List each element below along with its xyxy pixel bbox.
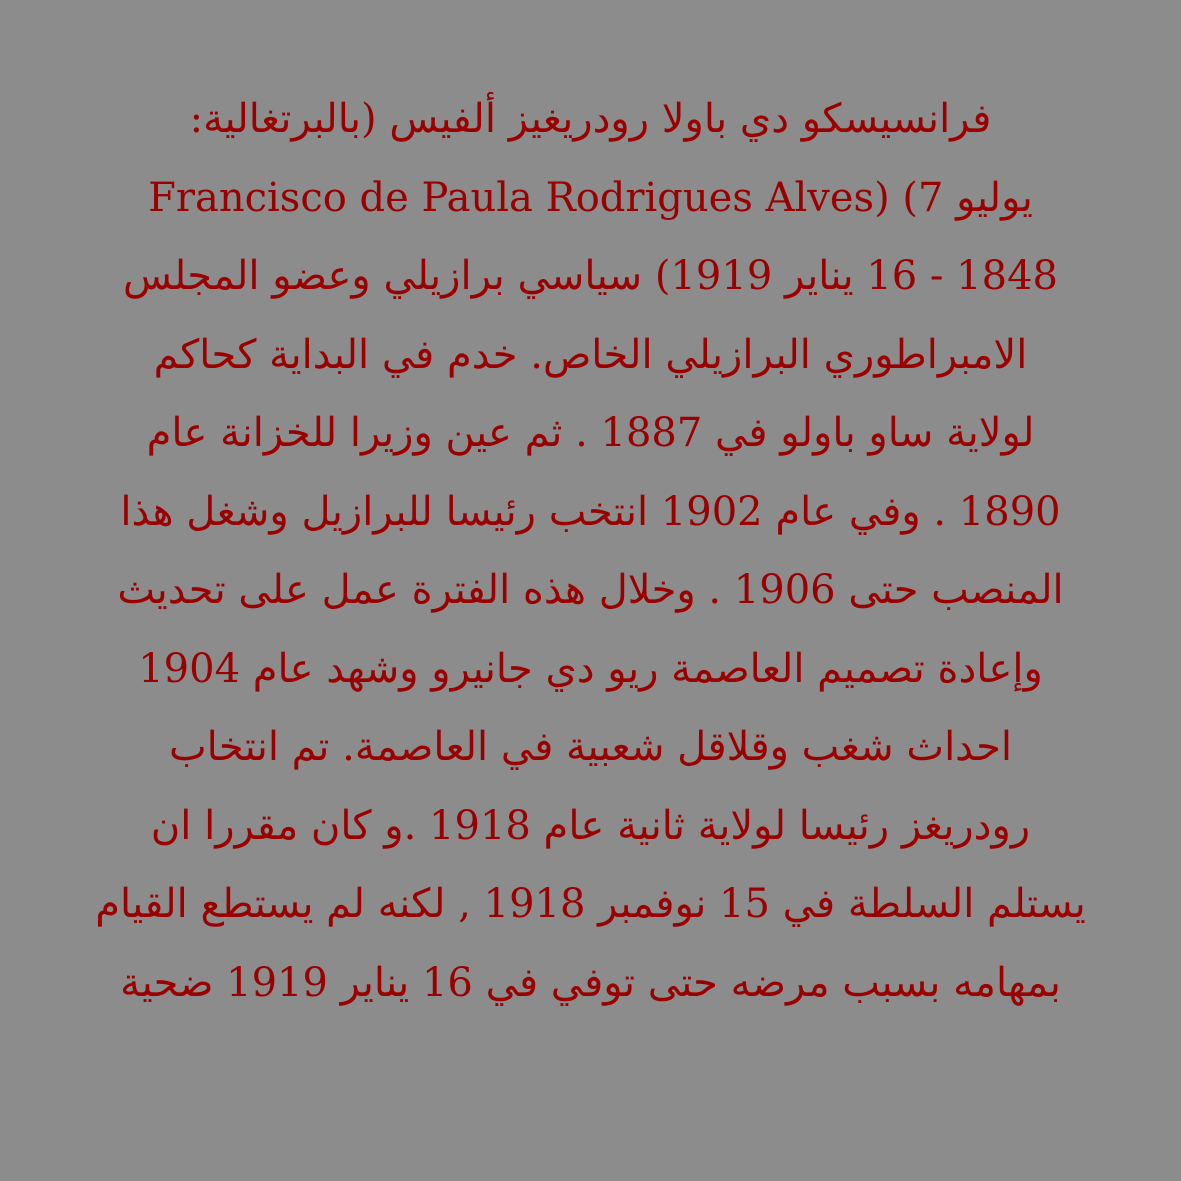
text-line-1: فرانسيسكو دي باولا رودريغيز ألفيس (بالبرتغالية:	[189, 96, 992, 142]
text-line-6: 1890 . وفي عام 1902 انتخب رئيسا للبرازيل وشغل هذا	[120, 488, 1061, 535]
text-line-2: Francisco de Paula Rodrigues Alves) (7 يوليو	[148, 174, 1033, 221]
text-line-12: بمهامه بسبب مرضه حتى توفي في 16 يناير 1919 ضحية	[120, 959, 1061, 1006]
text-line-8: وإعادة تصميم العاصمة ريو دي جانيرو وشهد عام 1904	[138, 645, 1043, 692]
text-line-4: الامبراطوري البرازيلي الخاص. خدم في البداية كحاكم	[153, 331, 1028, 378]
text-line-5: لولاية ساو باولو في 1887 . ثم عين وزيرا للخزانة عام	[146, 410, 1035, 456]
text-line-10: رودريغز رئيسا لولاية ثانية عام 1918 .و كان مقررا ان	[150, 802, 1031, 849]
text-line-11: يستلم السلطة في 15 نوفمبر 1918 , لكنه لم يستطع القيام	[95, 881, 1086, 927]
article-text	[60, 80, 1121, 1022]
text-line-3: 1848 - 16 يناير 1919) سياسي برازيلي وعضو المجلس	[123, 253, 1058, 299]
text-line-9: احداث شغب وقلاقل شعبية في العاصمة. تم انتخاب	[168, 724, 1013, 770]
text-line-7: المنصب حتى 1906 . وخلال هذه الفترة عمل على تحديث	[117, 567, 1064, 613]
